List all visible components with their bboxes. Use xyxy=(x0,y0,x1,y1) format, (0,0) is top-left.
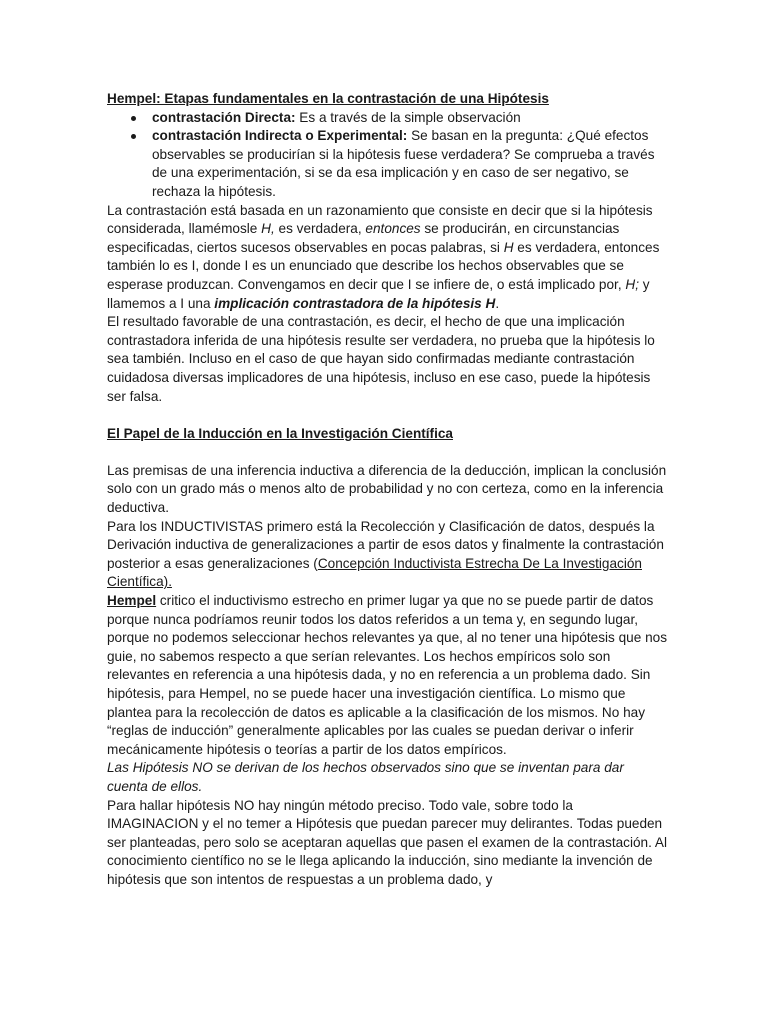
text-run: se producirán, en circunstancias especificadas, ciertos sucesos observables en pocas palabras, si xyxy=(107,221,620,255)
bold-italic-term: implicación contrastadora de la hipótesis H xyxy=(214,295,496,311)
paragraph-hipotesis-italic: Las Hipótesis NO se derivan de los hechos observados sino que se inventan para dar cuenta de ellos. xyxy=(107,760,624,794)
underlined-concept: Concepción Inductivista Estrecha De La Investigación Científica). xyxy=(107,555,642,590)
list-item-direct xyxy=(152,109,667,128)
text-run: La contrastación está basada en un razonamiento que consiste en decir que si la hipótesis considerada, llamémosle xyxy=(107,202,653,237)
document-page xyxy=(107,90,667,890)
stages-list xyxy=(107,109,667,202)
text-run: critico el inductivismo estrecho en primer lugar ya que no se puede partir de datos porque nunca podríamos reunir todos los datos referidos a un tema y, en segundo lugar, porque no podemos seleccionar hechos relevantes ya que, al no tener una hipótesis que nos guie, no sabemos respecto a que serían relevantes. Los hechos empíricos solo son relevantes en referencia a una hipótesis dada, y no en referencia a un problema dado. Sin hipótesis, para Hempel, no se puede hacer una investigación científica. Lo mismo que plantea para la recolección de datos es aplicable a la clasificación de los mismos. No hay “reglas de inducción” generalmente aplicables por las cuales se puedan derivar o inferir mecánicamente hipótesis o teorías a partir de los datos empíricos. xyxy=(107,593,667,757)
text-run: Para los INDUCTIVISTAS primero está la Recolección y Clasificación de datos, después la Derivación inductiva de generalizaciones a partir de esos datos y finalmente la contrastación posterior a esas generalizaciones ( xyxy=(107,518,664,571)
text-run: . xyxy=(495,295,500,311)
text-run: es verdadera, xyxy=(274,221,366,237)
bullet-text-indirect: Se basan en la pregunta: ¿Qué efectos observables se producirían si la hipótesis fuese verdadera? Se comprueba a través de una experimentación, si se da esa implicación y en caso de ser negativo, se rechaza la hipótesis. xyxy=(152,128,655,199)
italic-h: H, xyxy=(261,221,275,237)
bullet-text-direct: Es a través de la simple observación xyxy=(295,109,521,125)
bullet-label-direct: contrastación Directa: xyxy=(152,109,296,125)
spacer xyxy=(107,443,667,462)
text-run: es verdadera, entonces también lo es I, donde I es un enunciado que describe los hechos observables que se esperase produzcan. Convengamos en decir que I se infiere de, o está implicado por, xyxy=(107,239,660,292)
paragraph-inductivistas xyxy=(107,518,667,592)
bullet-label-indirect: contrastación Indirecta o Experimental: xyxy=(152,128,408,144)
paragraph-hempel-critico xyxy=(107,592,667,759)
paragraph-contrastacion xyxy=(107,202,667,314)
paragraph-premisas: Las premisas de una inferencia inductiva a diferencia de la deducción, implican la conclusión solo con un grado más o menos alto de probabilidad y no con certeza, como en la inferencia deductiva. xyxy=(107,462,667,516)
text-run: y llamemos a I una xyxy=(107,276,650,311)
paragraph-resultado: El resultado favorable de una contrastación, es decir, el hecho de que una implicación contrastadora inferida de una hipótesis resulte ser verdadera, no prueba que la hipótesis lo sea también. Incluso en el caso de que hayan sido confirmadas mediante contrastación cuidadosa diversas implicadores de una hipótesis, incluso en ese caso, puede la hipótesis ser falsa. xyxy=(107,314,655,404)
list-item-indirect xyxy=(152,127,667,201)
italic-h: H; xyxy=(625,276,639,292)
section-title-hempel: Hempel: Etapas fundamentales en la contrastación de una Hipótesis xyxy=(107,91,549,106)
spacer xyxy=(107,406,667,425)
italic-entonces: entonces xyxy=(365,221,421,237)
italic-h: H xyxy=(503,239,514,255)
section-title-induccion: El Papel de la Inducción en la Investigación Científica xyxy=(107,425,453,441)
bold-name-hempel: Hempel xyxy=(107,593,157,609)
paragraph-hallar-hipotesis: Para hallar hipótesis NO hay ningún método preciso. Todo vale, sobre todo la IMAGINACION y el no temer a Hipótesis que puedan parecer muy delirantes. Todas pueden ser planteadas, pero solo se aceptaran aquellas que pasen el examen de la contrastación. Al conocimiento científico no se le llega aplicando la inducción, sino mediante la invención de hipótesis que son intentos de respuestas a un problema dado, y xyxy=(107,797,667,887)
